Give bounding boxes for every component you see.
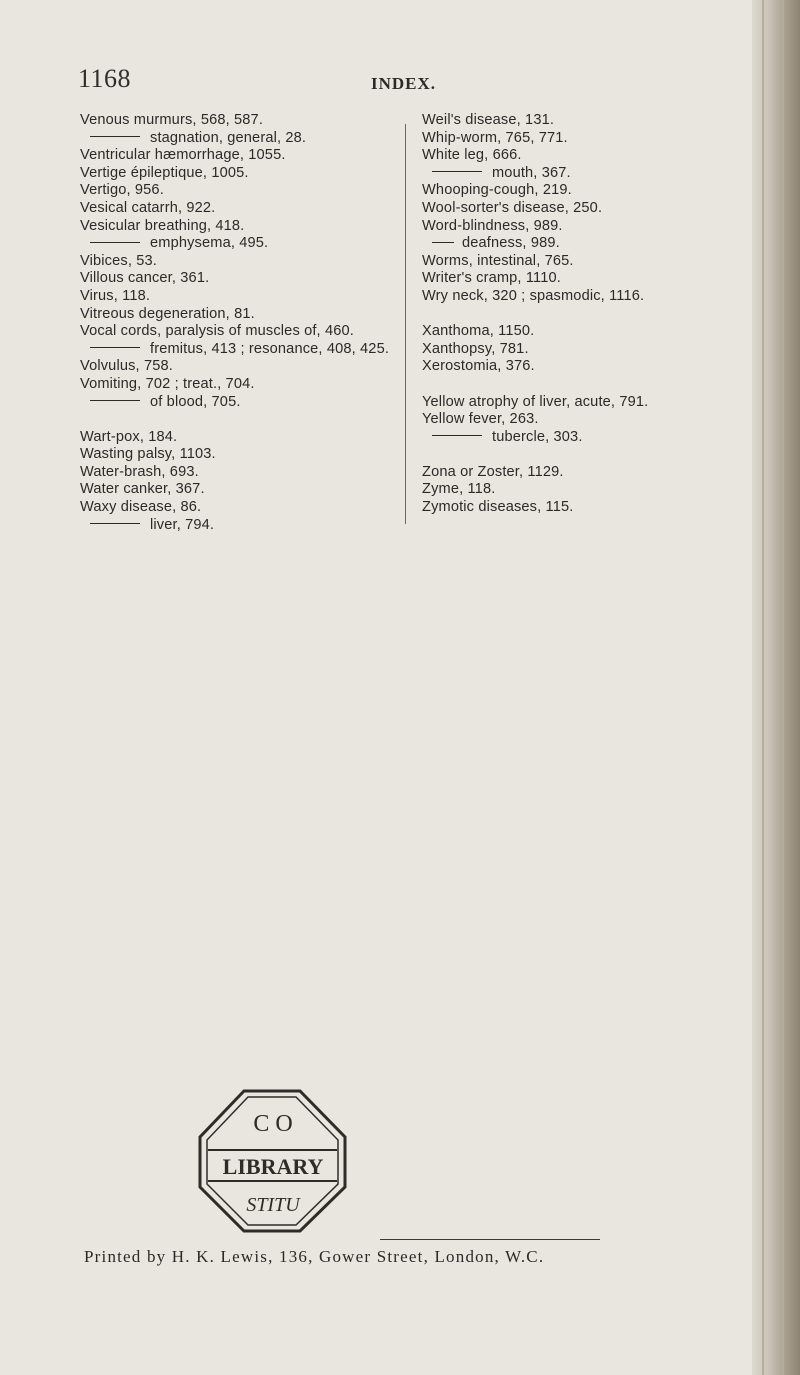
column-divider	[405, 124, 406, 524]
ditto-dash	[90, 136, 140, 137]
index-gap	[80, 411, 400, 429]
ditto-dash	[432, 171, 482, 172]
index-entry-text: Xerostomia, 376.	[422, 358, 535, 375]
index-column-left	[80, 112, 400, 534]
index-entry	[422, 130, 752, 148]
index-entry-text: emphysema, 495.	[150, 235, 269, 252]
index-entry	[80, 253, 400, 271]
index-entry-text: Vomiting, 702 ; treat., 704.	[80, 375, 255, 392]
index-entry-text: Vesicular breathing, 418.	[80, 217, 245, 234]
index-entry-text: Wry neck, 320 ; spasmodic, 1116.	[422, 287, 645, 304]
index-entry	[80, 323, 400, 341]
index-entry-text: mouth, 367.	[492, 164, 571, 181]
index-entry-text: Vibices, 53.	[80, 252, 157, 269]
index-entry-text: Whip-worm, 765, 771.	[422, 129, 568, 146]
index-entry-text: Vocal cords, paralysis of muscles of, 460.	[80, 323, 354, 340]
stamp-bottom-text: STITU	[246, 1194, 300, 1216]
page-edge-line	[782, 0, 784, 1375]
index-entry-text: Waxy disease, 86.	[80, 499, 202, 516]
index-gap	[422, 376, 752, 394]
index-entry	[80, 130, 400, 148]
ditto-dash	[432, 242, 454, 243]
index-entry	[422, 270, 752, 288]
index-entry	[80, 288, 400, 306]
index-entry-text: Ventricular hæmorrhage, 1055.	[80, 147, 286, 164]
index-entry	[80, 235, 400, 253]
index-entry-text: White leg, 666.	[422, 147, 522, 164]
index-entry-text: stagnation, general, 28.	[150, 129, 307, 146]
index-entry	[422, 147, 752, 165]
index-entry	[422, 411, 752, 429]
ditto-dash	[90, 347, 140, 348]
index-column-right	[422, 112, 752, 517]
index-entry-text: Wart-pox, 184.	[80, 428, 178, 445]
index-entry	[80, 446, 400, 464]
index-entry	[80, 218, 400, 236]
index-entry-text: Virus, 118.	[80, 287, 151, 304]
ditto-dash	[90, 242, 140, 243]
library-stamp	[196, 1087, 349, 1235]
index-entry-text: tubercle, 303.	[492, 428, 583, 445]
index-entry-text: Villous cancer, 361.	[80, 270, 210, 287]
index-entry-text: Vertige épileptique, 1005.	[80, 164, 249, 181]
index-entry	[422, 235, 752, 253]
index-entry-text: Weil's disease, 131.	[422, 112, 555, 128]
index-entry-text: Wool-sorter's disease, 250.	[422, 199, 603, 216]
index-entry-text: Wasting palsy, 1103.	[80, 446, 216, 463]
page-edge-line	[762, 0, 764, 1375]
index-entry	[422, 429, 752, 447]
index-entry-text: Xanthoma, 1150.	[422, 323, 535, 340]
index-entry-text: Xanthopsy, 781.	[422, 340, 529, 357]
index-entry-text: Volvulus, 758.	[80, 358, 173, 375]
index-entry-text: Zona or Zoster, 1129.	[422, 463, 564, 480]
ditto-dash	[90, 523, 140, 524]
index-entry	[422, 200, 752, 218]
index-entry	[422, 253, 752, 271]
index-entry-text: Whooping-cough, 219.	[422, 182, 572, 199]
index-entry	[80, 112, 400, 130]
index-entry	[422, 358, 752, 376]
index-entry-text: Water-brash, 693.	[80, 463, 199, 480]
index-entry	[80, 376, 400, 394]
index-entry	[422, 464, 752, 482]
index-entry-text: of blood, 705.	[150, 393, 241, 410]
index-entry	[80, 200, 400, 218]
index-entry	[80, 481, 400, 499]
index-entry-text: Zyme, 118.	[422, 481, 496, 498]
index-entry	[422, 165, 752, 183]
ditto-dash	[90, 400, 140, 401]
index-entry	[80, 394, 400, 412]
index-entry-text: Venous murmurs, 568, 587.	[80, 112, 264, 128]
imprint-rule	[380, 1239, 600, 1240]
index-entry-text: Word-blindness, 989.	[422, 217, 563, 234]
index-entry	[80, 270, 400, 288]
index-entry	[80, 306, 400, 324]
index-entry-text: liver, 794.	[150, 516, 215, 533]
printer-imprint: Printed by H. K. Lewis, 136, Gower Street, London, W.C.	[84, 1247, 545, 1266]
index-entry	[80, 165, 400, 183]
index-entry	[422, 341, 752, 359]
index-entry	[422, 218, 752, 236]
index-entry	[80, 147, 400, 165]
index-gap	[422, 446, 752, 464]
index-entry	[80, 429, 400, 447]
index-entry	[422, 288, 752, 306]
index-entry	[422, 323, 752, 341]
index-entry	[422, 112, 752, 130]
index-entry-text: Zymotic diseases, 115.	[422, 499, 574, 516]
index-entry-text: Vertigo, 956.	[80, 182, 164, 199]
index-gap	[422, 306, 752, 324]
ditto-dash	[432, 435, 482, 436]
index-entry	[80, 182, 400, 200]
index-entry-text: Writer's cramp, 1110.	[422, 270, 561, 287]
index-entry-text: Water canker, 367.	[80, 481, 205, 498]
index-entry	[80, 517, 400, 535]
index-entry	[80, 341, 400, 359]
index-entry	[422, 481, 752, 499]
page-edge-shadow	[752, 0, 800, 1375]
index-entry	[80, 499, 400, 517]
page-number: 1168	[78, 64, 132, 93]
index-entry-text: Yellow fever, 263.	[422, 411, 539, 428]
stamp-center-text: LIBRARY	[222, 1154, 324, 1179]
index-entry	[422, 394, 752, 412]
index-entry-text: Vitreous degeneration, 81.	[80, 305, 255, 322]
index-entry	[80, 464, 400, 482]
index-entry	[80, 358, 400, 376]
stamp-top-text: C O	[253, 1111, 293, 1137]
index-entry	[422, 499, 752, 517]
index-entry	[422, 182, 752, 200]
index-entry-text: fremitus, 413 ; resonance, 408, 425.	[150, 340, 390, 357]
index-entry-text: Yellow atrophy of liver, acute, 791.	[422, 393, 649, 410]
index-entry-text: Worms, intestinal, 765.	[422, 252, 574, 269]
running-head: INDEX.	[371, 74, 437, 93]
index-entry-text: deafness, 989.	[462, 235, 560, 252]
index-entry-text: Vesical catarrh, 922.	[80, 199, 216, 216]
